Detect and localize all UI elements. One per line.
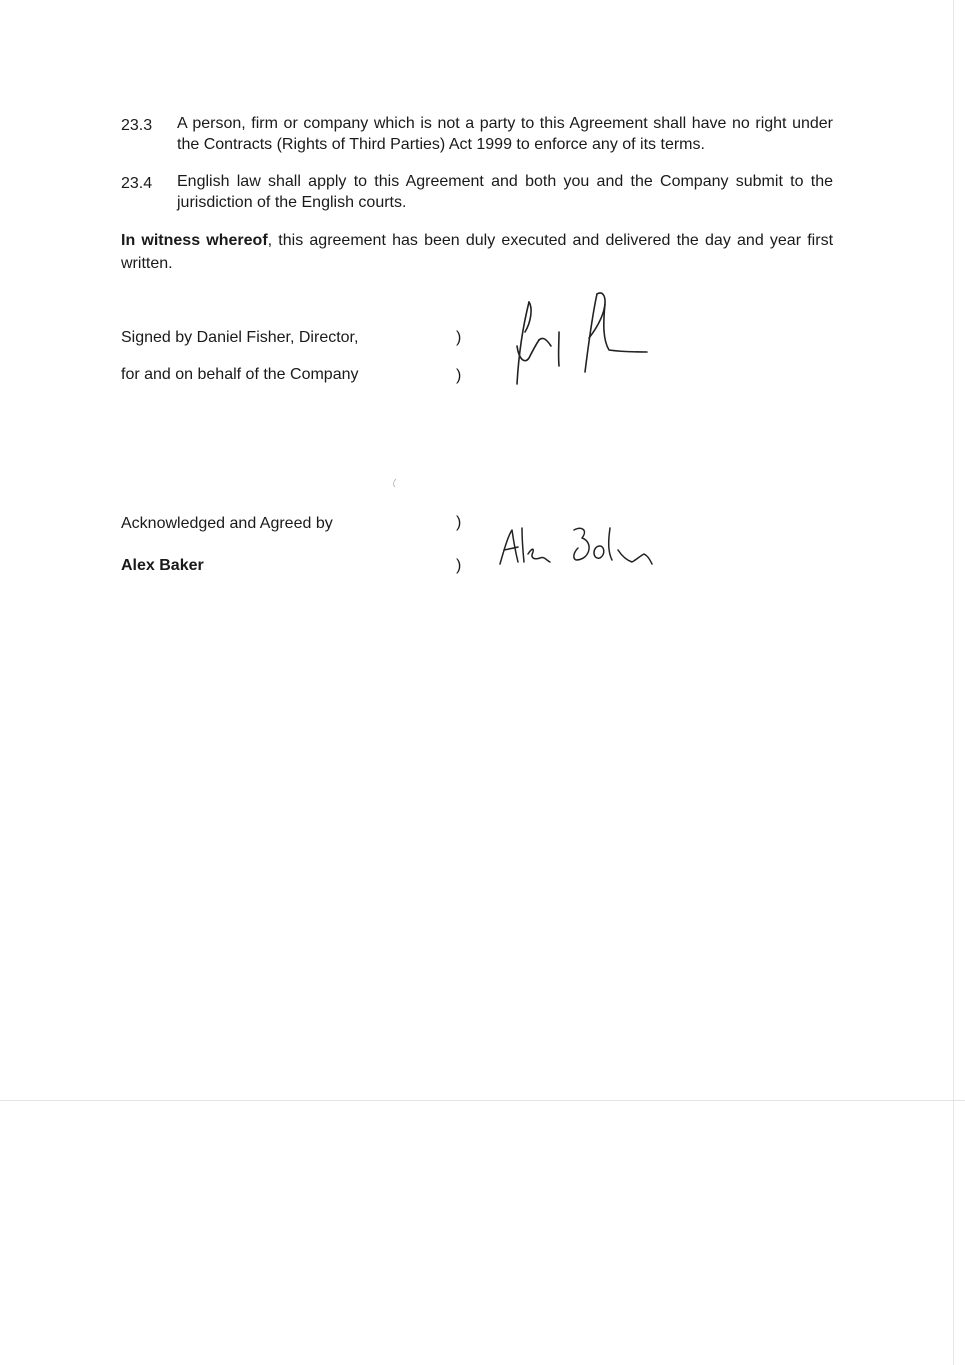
company-signer-line: Signed by Daniel Fisher, Director,	[121, 329, 359, 346]
clause-23-4	[121, 171, 833, 213]
clause-number: 23.4	[121, 175, 153, 192]
employee-name: Alex Baker	[121, 557, 204, 574]
clause-23-3	[121, 113, 833, 155]
bracket: )	[456, 557, 462, 574]
scan-fold-line	[0, 1100, 965, 1101]
witness-lead: In witness whereof	[121, 232, 268, 249]
bracket: )	[456, 514, 462, 531]
witness-text: , this agreement has been duly executed and delivered the day and year first written.	[121, 232, 834, 272]
page-edge	[953, 0, 954, 1365]
clause-text: English law shall apply to this Agreement and both you and the Company submit to the jurisdiction of the English courts.	[177, 173, 833, 211]
clause-number: 23.3	[121, 117, 153, 134]
bracket: )	[456, 329, 462, 346]
witness-clause	[121, 229, 833, 275]
company-behalf-line: for and on behalf of the Company	[121, 366, 359, 383]
acknowledged-line: Acknowledged and Agreed by	[121, 515, 333, 532]
company-handwritten-signature	[505, 288, 655, 393]
bracket: )	[456, 367, 462, 384]
employee-handwritten-signature	[496, 520, 656, 582]
clause-text: A person, firm or company which is not a party to this Agreement shall have no right under the Contracts (Rights of Third Parties) Act 1999 to enforce any of its terms.	[177, 115, 833, 153]
scan-speck	[392, 478, 397, 488]
